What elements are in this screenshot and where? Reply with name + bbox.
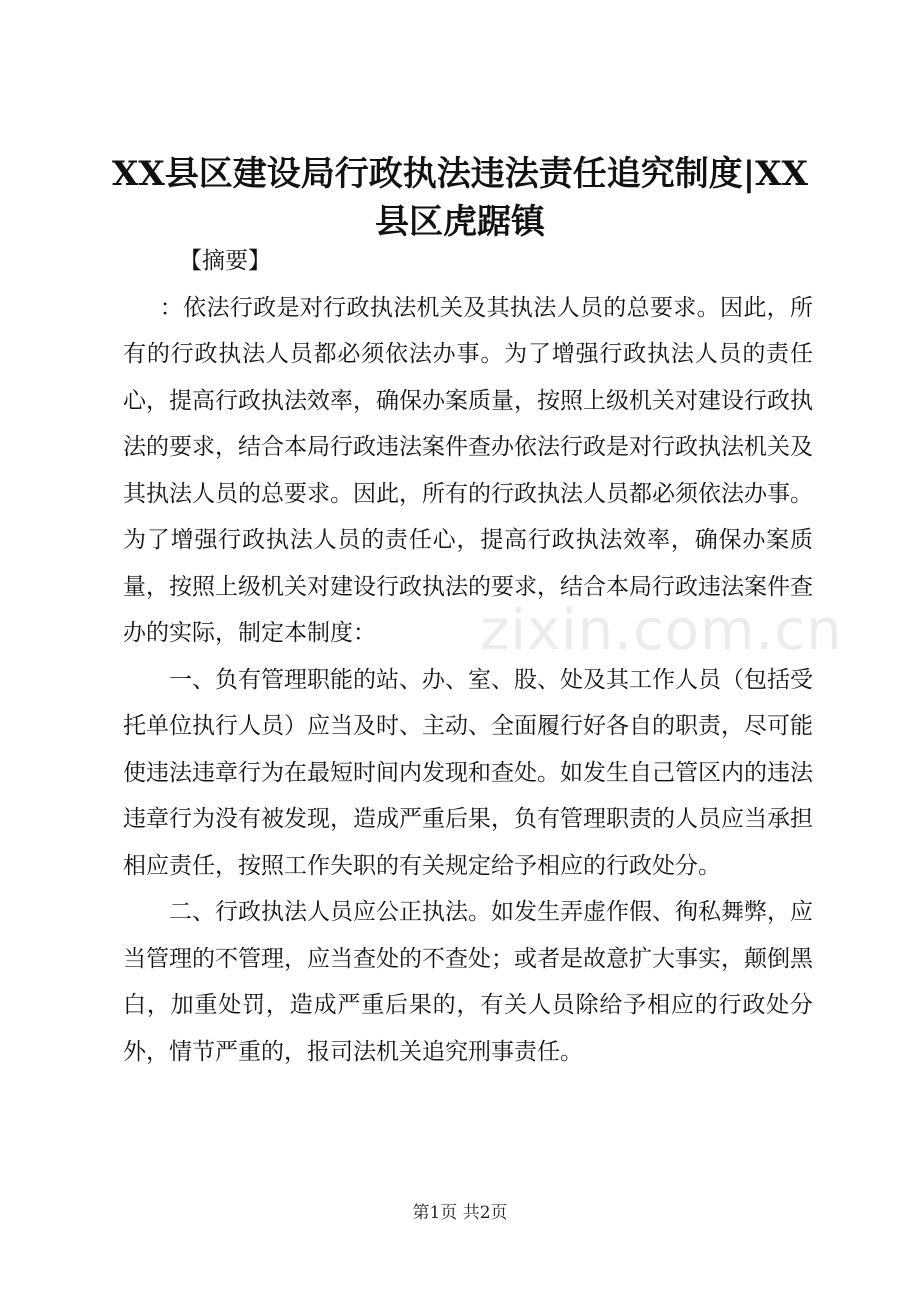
page-footer: 第1页 共2页 <box>412 1203 508 1223</box>
paragraph-1: 一、负有管理职能的站、办、室、股、处及其工作人员（包括受托单位执行人员）应当及时、主动、全面履行好各自的职责，尽可能使违法违章行为在最短时间内发现和查处。如发生自己管区内的违法违章行为没有被发现，造成严重后果，负有管理职责的人员应当承担相应责任，按照工作失职的有关规定给予相应的行政处分。 <box>123 666 813 879</box>
abstract-label: 【摘要】 <box>179 248 271 274</box>
abstract-text: ：依法行政是对行政执法机关及其执法人员的总要求。因此，所有的行政执法人员都必须依法办事。为了增强行政执法人员的责任心，提高行政执法效率，确保办案质量，按照上级机关对建设行政执法的要求，结合本局行政违法案件查办依法行政是对行政执法机关及其执法人员的总要求。因此，所有的行政执法人员都必须依法办事。为了增强行政执法人员的责任心，提高行政执法效率，确保办案质量，按照上级机关对建设行政执法的要求，结合本局行政违法案件查办的实际，制定本制度： <box>123 294 813 646</box>
watermark: zixin.com.cn <box>480 598 843 663</box>
document-title: XX县区建设局行政执法违法责任追究制度|XX县区虎踞镇 <box>112 154 808 242</box>
paragraph-2: 二、行政执法人员应公正执法。如发生弄虚作假、徇私舞弊，应当管理的不管理，应当查处的不查处；或者是故意扩大事实，颠倒黑白，加重处罚，造成严重后果的，有关人员除给予相应的行政处分外，情节严重的，报司法机关追究刑事责任。 <box>123 899 813 1065</box>
